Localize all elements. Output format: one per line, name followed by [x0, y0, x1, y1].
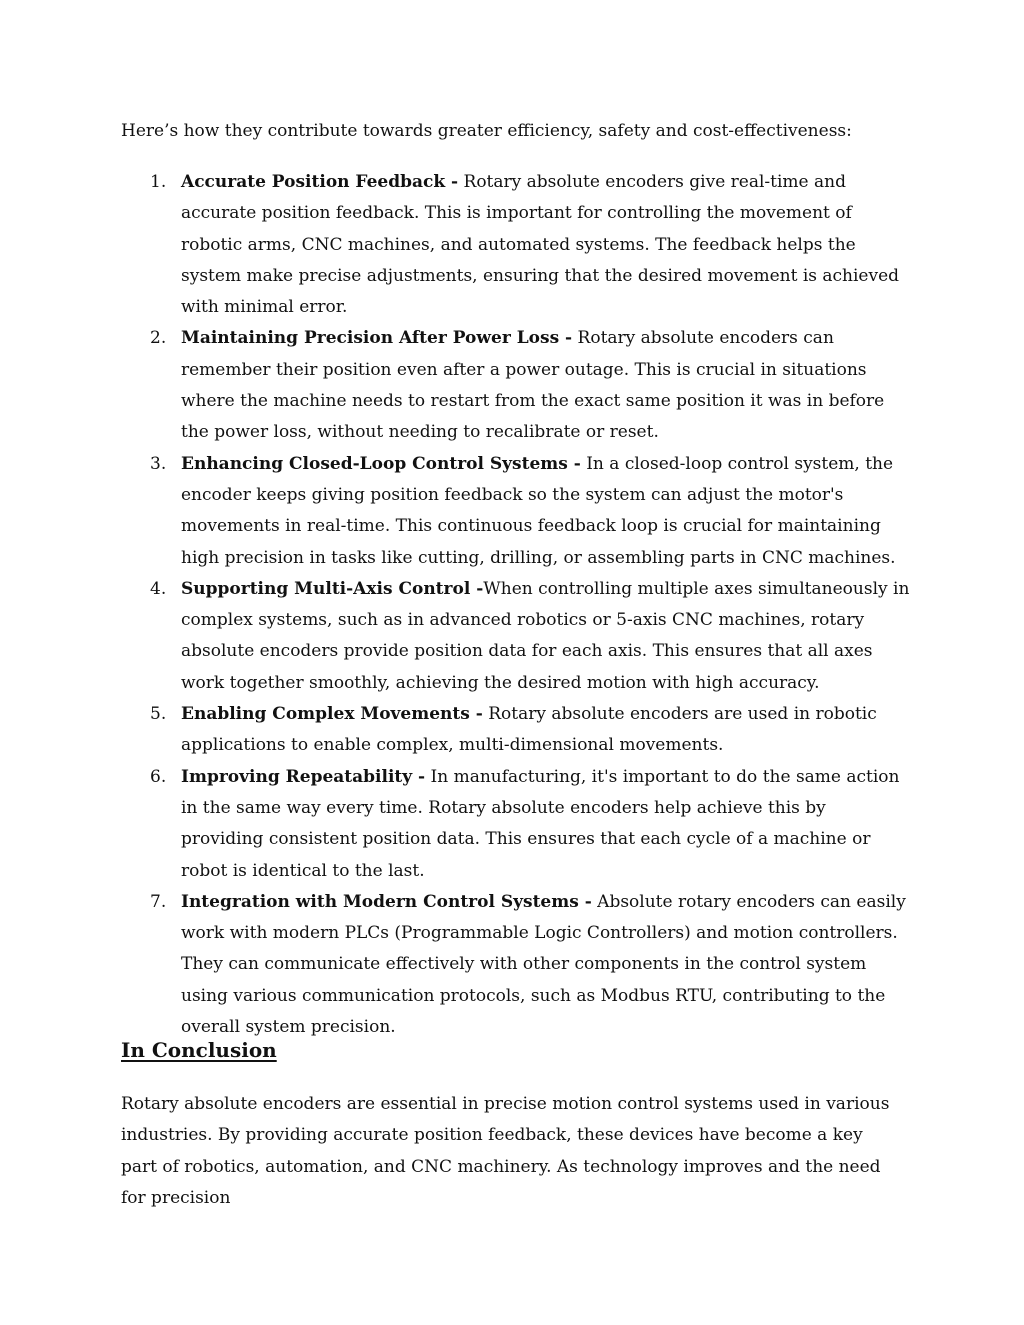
list-item-title: Enhancing Closed-Loop Control Systems - [181, 453, 581, 474]
list-item [121, 449, 911, 574]
list-item-text: Rotary absolute encoders can remember their position even after a power outage. This is crucial in situations where the machine needs to restart from the exact same position it was in before the power loss, without needing to recalibrate or reset. [181, 328, 885, 443]
list-item-text: In manufacturing, it's important to do the same action in the same way every time. Rotary absolute encoders help achieve this by providing consistent position data. This ensures that each cycle of a machine or robot is identical to the last. [181, 766, 900, 881]
list-item-number: 7. [150, 891, 167, 912]
conclusion-paragraph: Rotary absolute encoders are essential in precise motion control systems used in various industries. By providing accurate position feedback, these devices have become a key part of robotics, automation, and CNC machinery. As technology improves and the need for precision [121, 1094, 890, 1208]
list-item-title: Improving Repeatability - [181, 766, 426, 787]
list-item-number: 3. [150, 453, 167, 474]
list-item-text: Rotary absolute encoders give real-time and accurate position feedback. This is important for controlling the movement of robotic arms, CNC machines, and automated systems. The feedback helps the system make precise adjustments, ensuring that the desired movement is achieved with minimal error. [181, 172, 900, 318]
list-item-title: Maintaining Precision After Power Loss - [181, 328, 573, 349]
list-item-number: 5. [150, 704, 167, 725]
list-item-number: 1. [150, 172, 167, 192]
list-item-title: Enabling Complex Movements - [181, 704, 483, 725]
list-item-text: When controlling multiple axes simultaneously in complex systems, such as in advanced robotics or 5-axis CNC machines, rotary absolute encoders provide position data for each axis. This ensures that all axes work together smoothly, achieving the desired motion with high accuracy. [181, 578, 910, 693]
list-item-title: Supporting Multi-Axis Control - [181, 578, 484, 599]
list-item-number: 4. [150, 578, 167, 599]
list-item-number: 6. [150, 766, 167, 787]
list-item [121, 574, 911, 699]
benefits-list [121, 167, 911, 1043]
list-item [121, 887, 911, 1043]
list-item-text: Rotary absolute encoders are used in robotic applications to enable complex, multi-dimensional movements. [181, 704, 877, 756]
list-item [121, 699, 911, 762]
list-item-title: Integration with Modern Control Systems - [181, 891, 592, 912]
list-item [121, 323, 911, 448]
intro-paragraph: Here’s how they contribute towards greater efficiency, safety and cost-effectiveness: [121, 121, 852, 141]
list-item-text: Absolute rotary encoders can easily work with modern PLCs (Programmable Logic Controllers) and motion controllers. They can communicate effectively with other components in the control system using various communication protocols, such as Modbus RTU, contributing to the overall system precision. [181, 891, 906, 1038]
conclusion-heading: In Conclusion [121, 1038, 277, 1062]
list-item-text: In a closed-loop control system, the encoder keeps giving position feedback so the system can adjust the motor's movements in real-time. This continuous feedback loop is crucial for maintaining high precision in tasks like cutting, drilling, or assembling parts in CNC machines. [181, 453, 896, 568]
list-item-title: Accurate Position Feedback - [181, 172, 459, 192]
list-item [121, 167, 911, 323]
list-item-number: 2. [150, 328, 167, 349]
list-item [121, 762, 911, 887]
